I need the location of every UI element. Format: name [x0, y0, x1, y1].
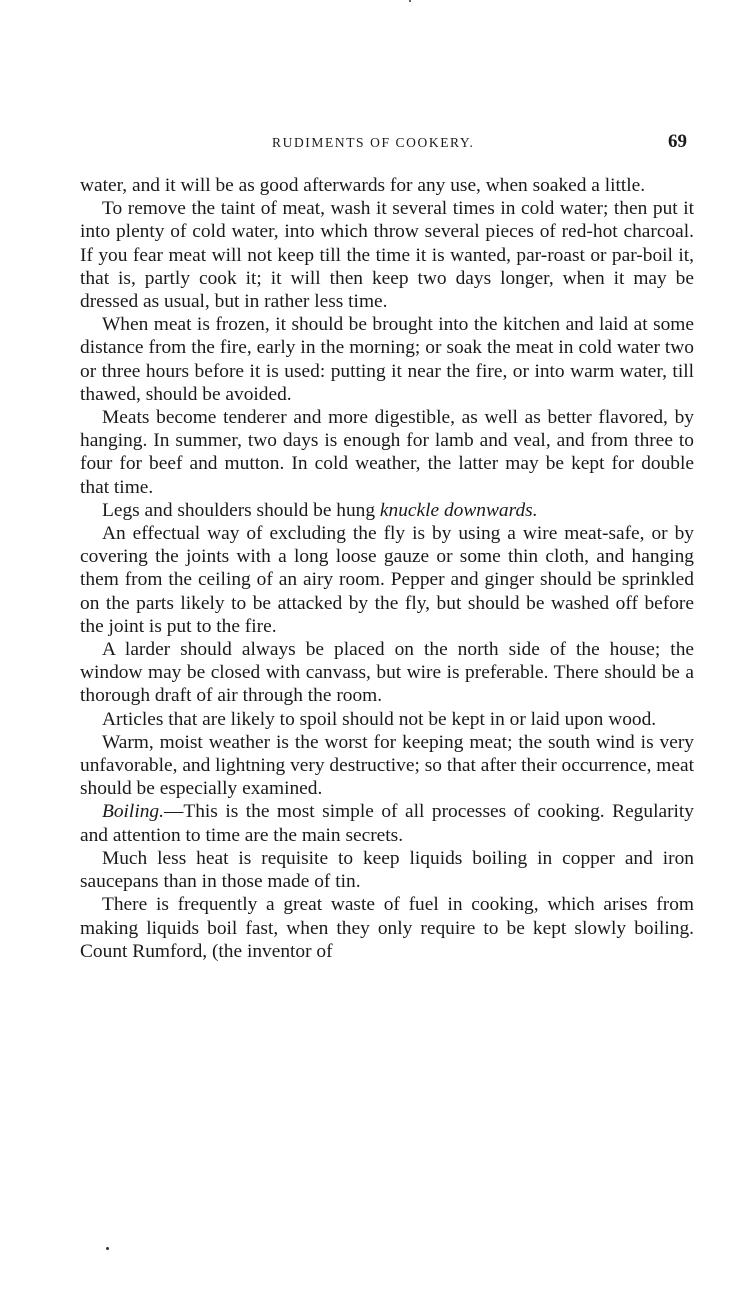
paragraph-heat: Much less heat is requisite to keep liquids boiling in copper and iron saucepans than in those made of tin. [80, 847, 694, 893]
paragraph-wood: Articles that are likely to spoil should not be kept in or laid upon wood. [102, 708, 657, 730]
body-text [80, 174, 694, 963]
scan-speck [409, 0, 411, 2]
paragraph-hanging: Meats become tenderer and more digestible, as well as better flavored, by hanging. In summer, two days is enough for lamb and veal, and from three to four for beef and mutton. In cold weather, the latter may be kept for double that time. [80, 407, 694, 498]
paragraph-continuation: water, and it will be as good afterwards for any use, when soaked a little. [80, 175, 646, 196]
paragraph-weather: Warm, moist weather is the worst for keeping meat; the south wind is very unfavorable, and lightning very destructive; so that after their occurrence, meat should be especially examined. [80, 731, 694, 800]
paragraph-legs-shoulders: Legs and shoulders should be hung knuckle downwards. [102, 499, 538, 521]
running-title: RUDIMENTS OF COOKERY. [272, 135, 475, 150]
paragraph-frozen-meat: When meat is frozen, it should be brought into the kitchen and laid at some distance from the fire, early in the morning; or soak the meat in cold water two or three hours before it is used: putting it near the fire, or into warm water, till thawed, should be avoided. [80, 314, 694, 405]
running-head [0, 133, 750, 157]
paragraph-taint: To remove the taint of meat, wash it several times in cold water; then put it into plenty of cold water, into which throw several pieces of red-hot charcoal. If you fear meat will not keep till the time it is wanted, par-roast or par-boil it, that is, partly cook it; it will then keep two days longer, when it may be dressed as usual, but in rather less time. [80, 198, 694, 313]
emphasis-boiling: Boiling. [102, 801, 164, 823]
scan-speck [106, 1247, 109, 1250]
emphasis-knuckle: knuckle downwards. [379, 499, 538, 521]
paragraph-fuel: There is frequently a great waste of fuel in cooking, which arises from making liquids boil fast, when they only require to be kept slowly boiling. Count Rumford, (the inventor of [80, 894, 694, 962]
page-number: 69 [668, 131, 687, 152]
paragraph-fly: An effectual way of excluding the fly is by using a wire meat-safe, or by covering the joints with a long loose gauze or some thin cloth, and hanging them from the ceiling of an airy room. Pepper and ginger should be sprinkled on the parts likely to be attacked by the fly, but should be washed off before the joint is put to the fire. [80, 523, 694, 637]
paragraph-larder: A larder should always be placed on the north side of the house; the window may be closed with canvass, but wire is preferable. There should be a thorough draft of air through the room. [80, 639, 694, 707]
paragraph-boiling: Boiling.—This is the most simple of all processes of cooking. Regularity and attention to time are the main secrets. [80, 801, 694, 846]
